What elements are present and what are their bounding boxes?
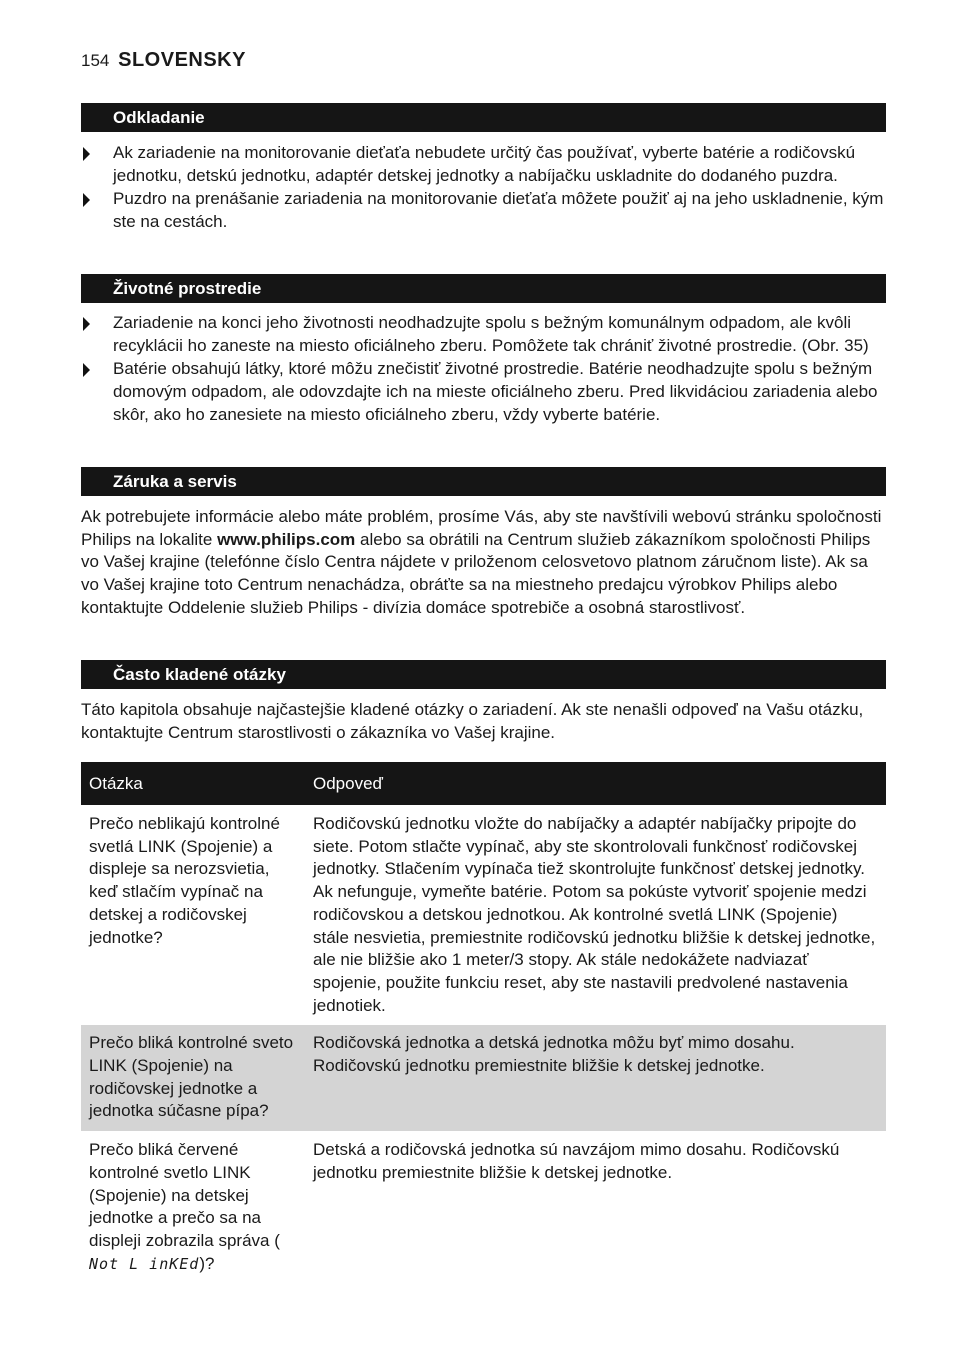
bullet-icon: [83, 317, 90, 331]
bullet-icon: [83, 147, 90, 161]
bullet-icon: [83, 193, 90, 207]
philips-link[interactable]: www.philips.com: [217, 529, 356, 549]
question-cell: Prečo neblikajú kontrolné svetlá LINK (Spojenie) a displeje sa nerozsvietia, keď stlačím vypínač na detskej a rodičovskej jednotke?: [89, 814, 280, 947]
table-header-row: [81, 762, 886, 805]
question-cell: Prečo bliká červené kontrolné svetlo LINK (Spojenie) na detskej jednotke a prečo sa na displeji zobrazila správa ( Not L inKEd)?: [89, 1140, 280, 1273]
table-row: [81, 1025, 886, 1131]
table-row: [81, 805, 886, 1025]
answer-cell: Rodičovská jednotka a detská jednotka môžu byť mimo dosahu. Rodičovskú jednotku premiestnite bližšie k detskej jednotke.: [305, 1025, 886, 1131]
column-header-answer: Odpoveď: [305, 762, 886, 805]
warranty-text: Ak potrebujete informácie alebo máte problém, prosíme Vás, aby ste navštívili webovú stránku spoločnosti Philips na lokalite www.philips.com alebo sa obrátili na Centrum služieb zákazníkom spoločnosti Philips vo Vašej krajine (telefónne číslo Centra nájdete v priloženom celosvetovo platnom záručnom liste). Ak sa vo Vašej krajine toto Centrum nenachádza, obráťte sa na miestneho predajcu výrobkov Philips alebo kontaktujte Oddelenie služieb Philips - divízia domáce spotrebiče a osobná starostlivosť.: [81, 507, 882, 617]
list-item: Zariadenie na konci jeho životnosti neodhadzujte spolu s bežným komunálnym odpadom, ale kvôli recyklácii ho zaneste na miesto oficiálneho zberu. Pomôžete tak chrániť životné prostredie. (Obr. 35): [81, 312, 886, 357]
answer-cell: Detská a rodičovská jednotka sú navzájom mimo dosahu. Rodičovskú jednotku premiestnite bližšie k detskej jednotke.: [313, 1140, 840, 1182]
section-title-warranty: Záruka a servis: [81, 467, 886, 496]
question-cell: Prečo bliká kontrolné sveto LINK (Spojenie) na rodičovskej jednotke a jednotka súčasne pípa?: [81, 1025, 305, 1131]
page-number: 154: [81, 51, 110, 70]
list-item: Puzdro na prenášanie zariadenia na monitorovanie dieťaťa môžete použiť aj na jeho uskladnenie, kým ste na cestách.: [81, 188, 886, 233]
list-item: Batérie obsahujú látky, ktoré môžu znečistiť životné prostredie. Batérie neodhadzujte spolu s bežným domovým odpadom, ale odovzdajte ich na mieste oficiálneho zberu. Pred likvidáciou zariadenia alebo skôr, ako ho zanesiete na miesto oficiálneho zberu, vždy vyberte batérie.: [81, 358, 886, 426]
section-title-faq: Často kladené otázky: [81, 660, 886, 689]
list-item: Ak zariadenie na monitorovanie dieťaťa nebudete určitý čas používať, vyberte batérie a rodičovskú jednotku, detskú jednotku, adaptér detskej jednotky a nabíjačku uskladnite do dodaného puzdra.: [81, 142, 886, 187]
faq-table: [81, 762, 886, 1287]
faq-intro: Táto kapitola obsahuje najčastejšie kladené otázky o zariadení. Ak ste nenašli odpoveď na Vašu otázku, kontaktujte Centrum starostlivosti o zákazníka vo Vašej krajine.: [81, 700, 864, 742]
storage-list: [81, 142, 886, 235]
column-header-question: Otázka: [81, 762, 305, 805]
bullet-icon: [83, 363, 90, 377]
page-header: [81, 48, 246, 73]
table-row: [81, 1131, 886, 1287]
answer-cell: Rodičovskú jednotku vložte do nabíjačky a adaptér nabíjačky pripojte do siete. Potom stlačte vypínač, aby ste skontrolovali funkčnosť rodičovskej jednotky. Stlačením vypínača tiež skontrolujte funkčnosť detskej jednotky. Ak nefunguje, vymeňte batérie. Potom sa pokúste vytvoriť spojenie medzi rodičovskou a detskou jednotkou. Ak kontrolné svetlá LINK (Spojenie) stále nesvietia, premiestnite rodičovskú jednotku bližšie k detskej jednotke, ale nie bližšie ako 1 meter/3 stopy. Ak stále nedokážete nadviazať spojenie, použite funkciu reset, aby ste nastavili predvolené nastavenia jednotiek.: [313, 814, 876, 1015]
section-title-storage: Odkladanie: [81, 103, 886, 132]
lcd-message: Not L inKEd: [89, 1254, 200, 1273]
environment-list: [81, 312, 886, 428]
section-title-environment: Životné prostredie: [81, 274, 886, 303]
language-label: SLOVENSKY: [118, 49, 246, 71]
